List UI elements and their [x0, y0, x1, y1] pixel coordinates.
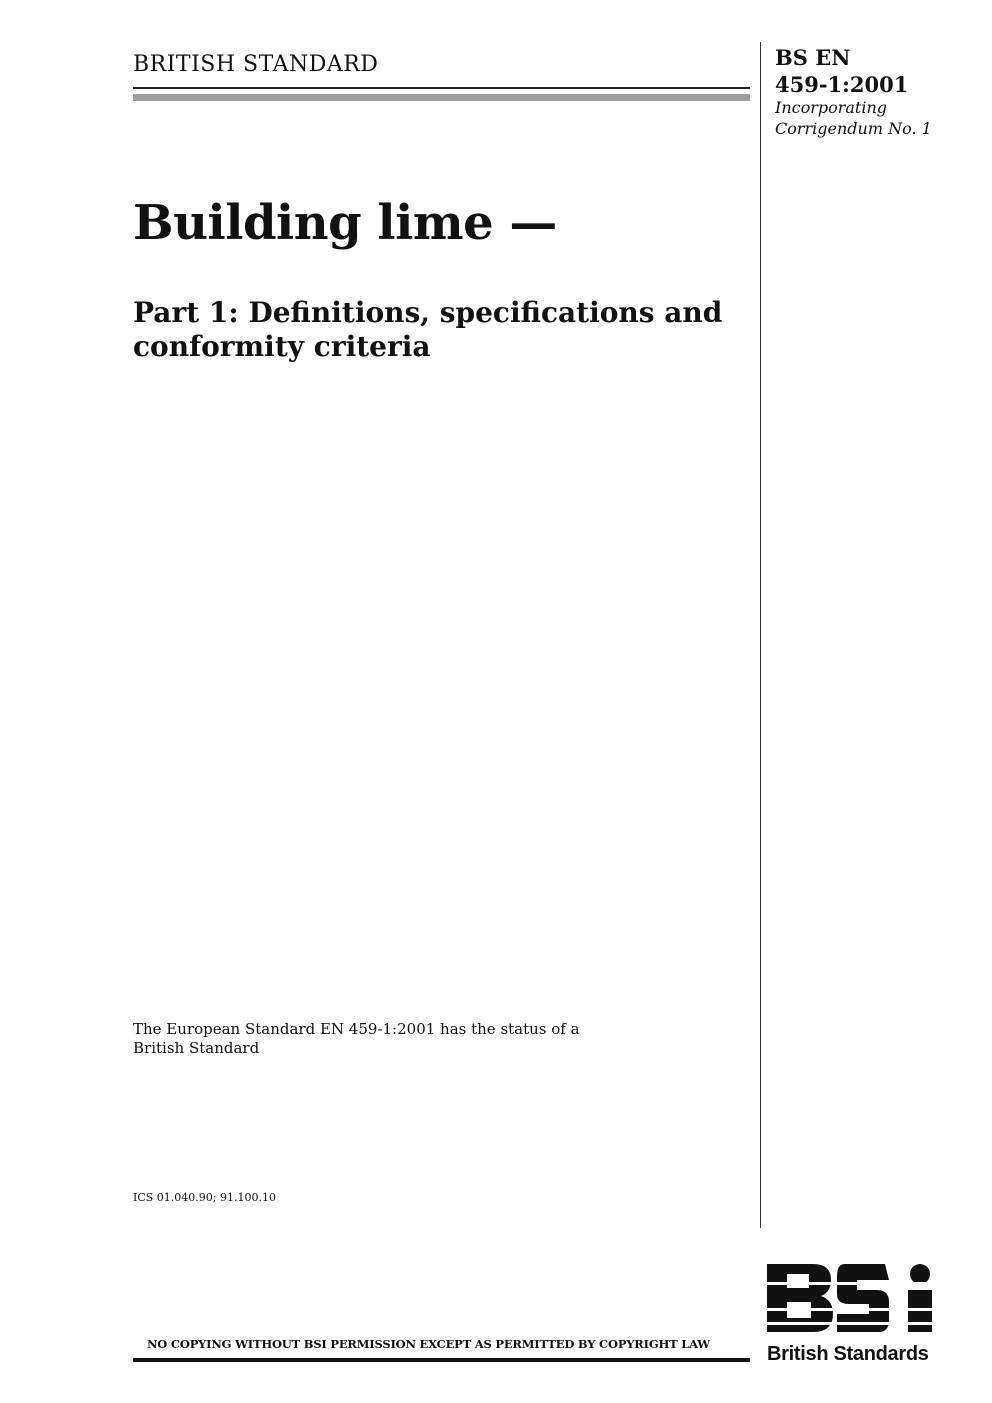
incorporating-line1: Incorporating — [775, 98, 888, 117]
bsi-logo-text: British Standards — [767, 1343, 929, 1365]
margin-divider — [760, 42, 761, 1228]
standard-number — [775, 44, 908, 98]
standard-number-line1: BS EN — [775, 45, 851, 70]
status-statement: The European Standard EN 459-1:2001 has the status of a British Standard — [133, 1020, 580, 1057]
header-thick-rule — [133, 94, 750, 101]
incorporating-line2: Corrigendum No. 1 — [775, 119, 932, 138]
footer-rule — [133, 1358, 750, 1362]
header-thin-rule — [133, 87, 750, 89]
incorporating-note — [775, 97, 932, 139]
ics-code: ICS 01.040.90; 91.100.10 — [133, 1191, 276, 1204]
document-title: Building lime — — [133, 195, 557, 251]
document-subtitle: Part 1: Definitions, specifications and conformity criteria — [133, 296, 723, 363]
copyright-notice: NO COPYING WITHOUT BSI PERMISSION EXCEPT AS PERMITTED BY COPYRIGHT LAW — [147, 1337, 711, 1351]
document-type-label: BRITISH STANDARD — [133, 52, 379, 77]
standard-number-line2: 459-1:2001 — [775, 72, 909, 97]
